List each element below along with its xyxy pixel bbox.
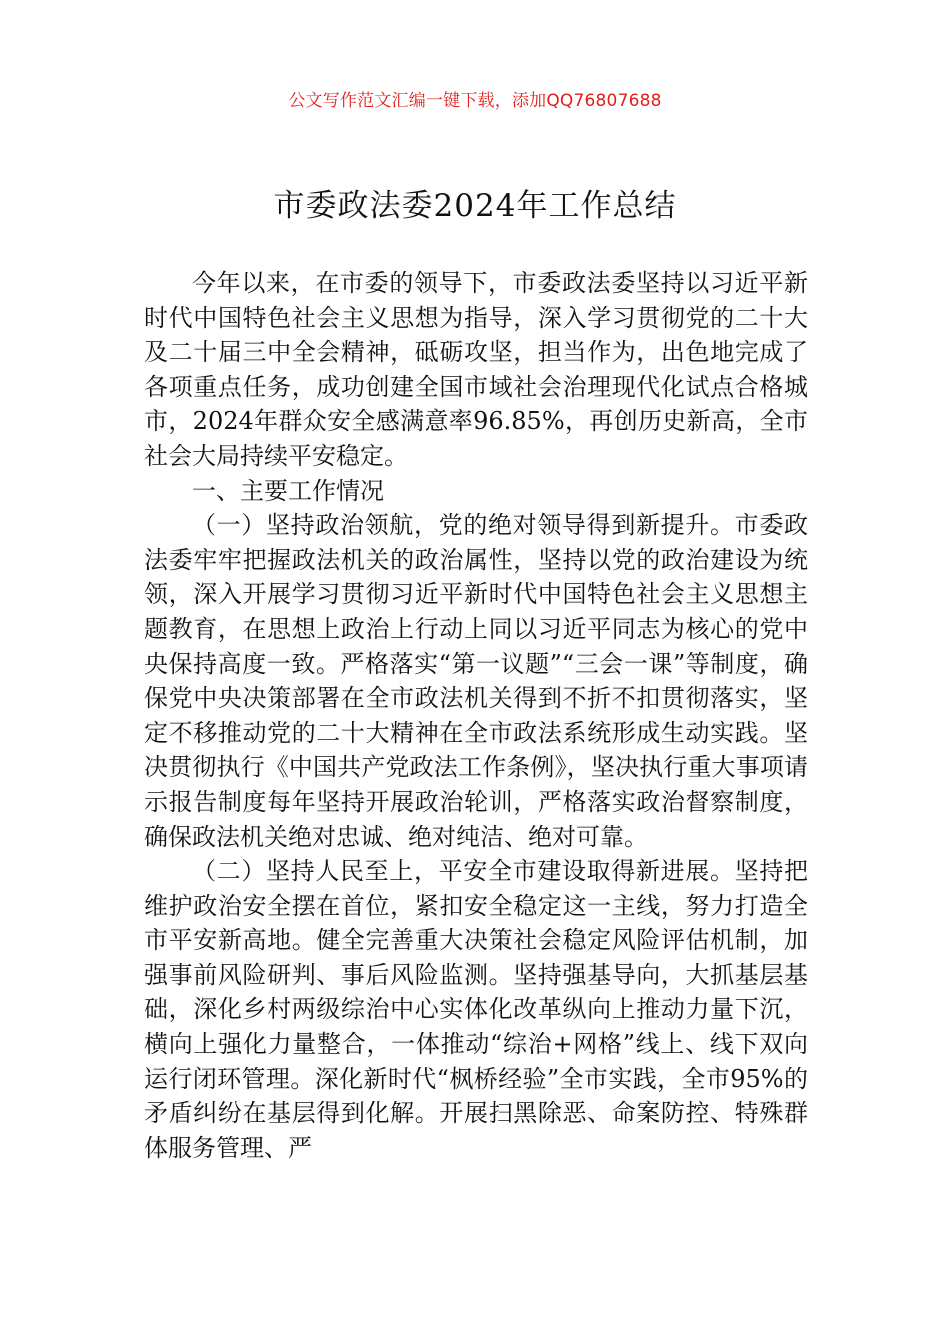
document-title: 市委政法委2024年工作总结 [273, 188, 677, 224]
intro-paragraph: 今年以来，在市委的领导下，市委政法委坚持以习近平新时代中国特色社会主义思想为指导，深入学习贯彻党的二十大及二十届三中全会精神，砥砺攻坚，担当作为，出色地完成了各项重点任务，成功创建全国市域社会治理现代化试点合格城市，2024年群众安全感满意率96.85%，再创历史新高，全市社会大局持续平安稳定。 [144, 269, 808, 470]
document-body [144, 266, 808, 1165]
download-promo-header: 公文写作范文汇编一键下载，添加QQ76807688 [288, 91, 662, 111]
section-heading: 一、主要工作情况 [192, 476, 384, 505]
paragraph-political-leadership: （一）坚持政治领航，党的绝对领导得到新提升。市委政法委牢牢把握政法机关的政治属性，坚持以党的政治建设为统领，深入开展学习贯彻习近平新时代中国特色社会主义思想主题教育，在思想上政治上行动上同以习近平同志为核心的党中央保持高度一致。严格落实“第一议题”“三会一课”等制度，确保党中央决策部署在全市政法机关得到不折不扣贯彻落实，坚定不移推动党的二十大精神在全市政法系统形成生动实践。坚决贯彻执行《中国共产党政法工作条例》，坚决执行重大事项请示报告制度每年坚持开展政治轮训，严格落实政治督察制度，确保政法机关绝对忠诚、绝对纯洁、绝对可靠。 [144, 511, 808, 851]
paragraph-peace-construction: （二）坚持人民至上，平安全市建设取得新进展。坚持把维护政治安全摆在首位，紧扣安全稳定这一主线，努力打造全市平安新高地。健全完善重大决策社会稳定风险评估机制，加强事前风险研判、事后风险监测。坚持强基导向，大抓基层基础，深化乡村两级综治中心实体化改革纵向上推动力量下沉，横向上强化力量整合，一体推动“综治+网格”线上、线下双向运行闭环管理。深化新时代“枫桥经验”全市实践，全市95%的矛盾纠纷在基层得到化解。开展扫黑除恶、命案防控、特殊群体服务管理、严 [144, 857, 808, 1162]
